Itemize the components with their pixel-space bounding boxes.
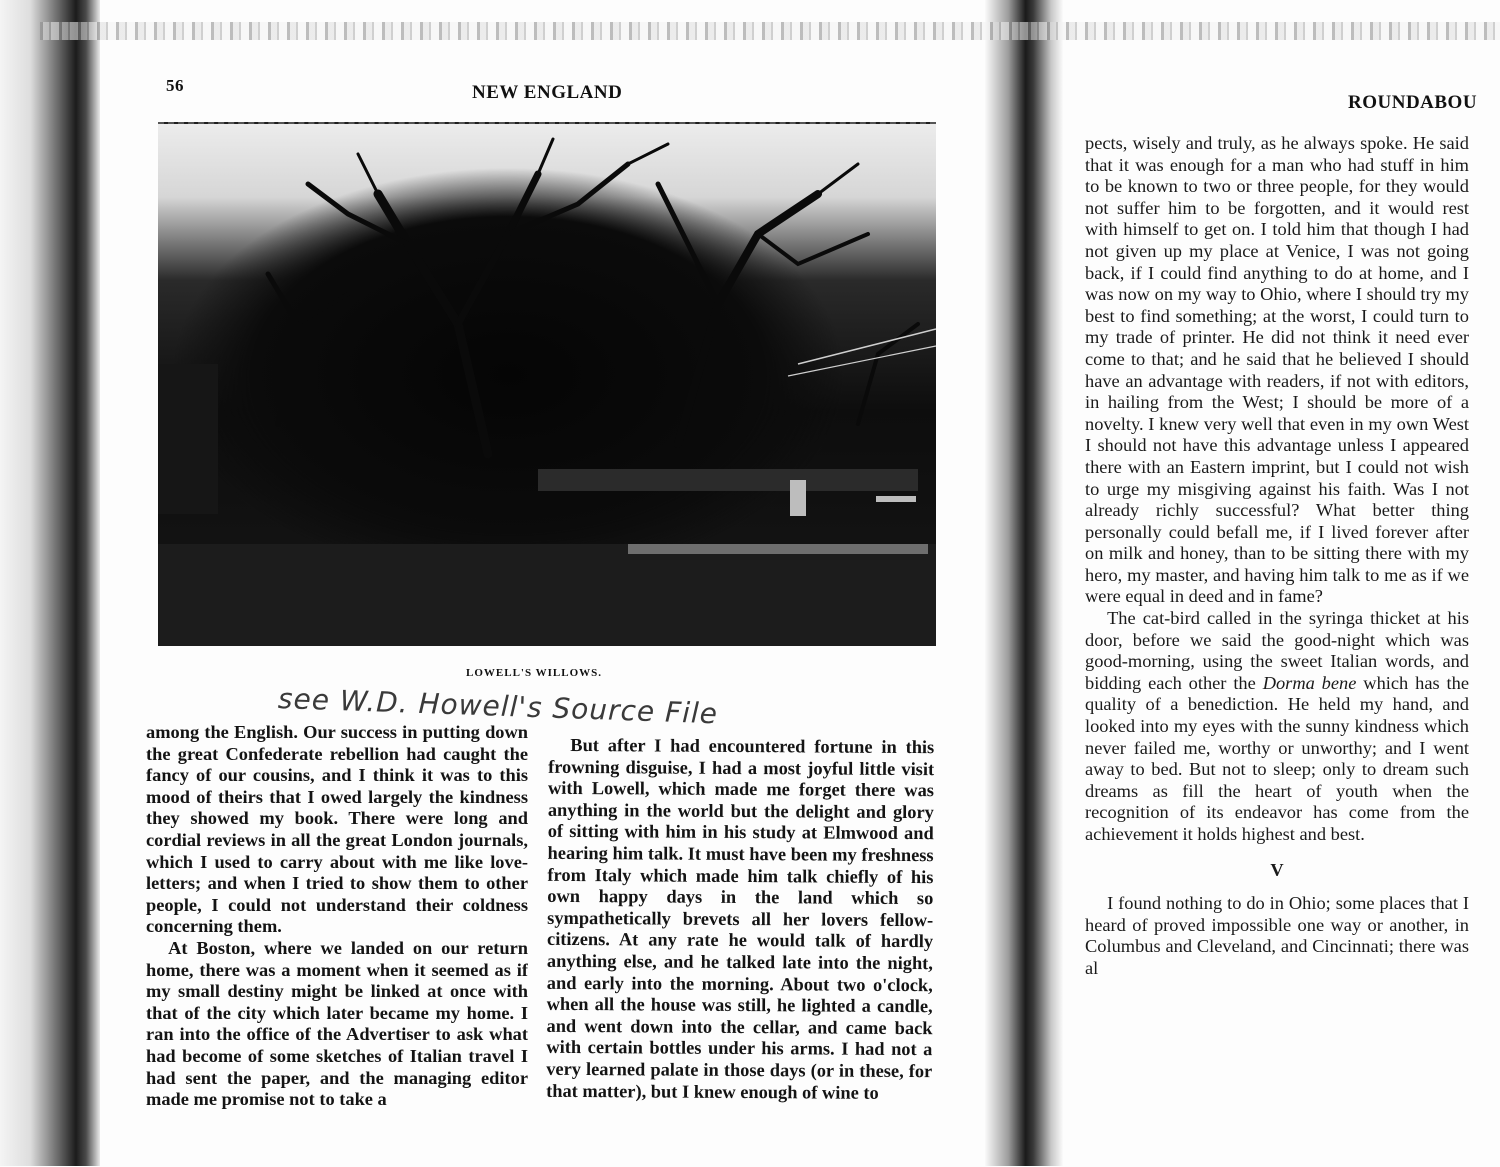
italic-phrase: Dorma bene (1262, 672, 1357, 693)
running-head-left: NEW ENGLAND (472, 82, 623, 103)
handwritten-annotation: see W.D. Howell's Source File (277, 682, 719, 731)
left-column (146, 722, 528, 1160)
page-number: 56 (166, 76, 184, 95)
paragraph (1085, 608, 1469, 846)
paragraph: I found nothing to do in Ohio; some places that I heard of proved impossible one way or another, in Columbus and Cleveland, and Cincinnati; there was al (1085, 893, 1469, 978)
willows-photograph (158, 122, 936, 646)
paragraph: pects, wisely and truly, as he always spoke. He said that it was enough for a man who had stuff in him to be known to two or three people, for they would not suffer him to be forgotten, and it would rest with himself to get on. I told him that though I had not given up my place at Venice, I was not going back, if I could find anything to do at home, and I was now on my way to Ohio, where I should try my best to find something; at the worst, I could turn to my trade of printer. He did not think it need ever come to that; and he said that he believed I should have an advantage with readers, if not with editors, in hailing from the West; I should be more of a novelty. I knew very well that even in my own West I should not have this advantage unless I appeared there with an Eastern imprint, but I could not wish to urge my misgiving against his faith. Was I not already richly successful? What better thing personally could befall me, if I lived forever after on milk and honey, than to be sitting there with my hero, my master, and having him talk to me as if we were equal in deed and in fame? (1085, 133, 1469, 607)
scan-left-edge-shadow (0, 0, 100, 1166)
figure-caption: LOWELL'S WILLOWS. (466, 667, 603, 679)
paragraph-text: which has the quality of a benediction. He held my hand, and looked into my eyes with the sunny kindness which never failed me, worthy or unworthy; and I went away to bed. But not to sleep; only to dream such dreams as fill the heart of youth when the recognition of its endeavor has come from the achievement it holds highest and best. (1085, 672, 1469, 844)
tree-silhouette (158, 124, 936, 646)
right-column (1085, 133, 1469, 1166)
paragraph: among the English. Our success in putting down the great Confederate rebellion had caught the fancy of our cousins, and I think it was to this mood of theirs that I owed largely the kindness they showed my book. There were long and cordial reviews in all the great London journals, which I used to carry about with me like love-letters; and when I tried to show them to other people, I could not understand their coldness concerning them. (146, 722, 528, 937)
scan-top-noise (40, 22, 1500, 40)
running-head-right: ROUNDABOU (1348, 92, 1478, 113)
paragraph-text: The cat-bird called in the syringa thicket at his door, before we said the good-night which was good-morning, using the sweet Italian words, and bidding each other the (1085, 608, 1469, 693)
paragraph: But after I had encountered fortune in this frowning disguise, I had a most joyful little visit with Lowell, which made me forget there was anything in the world but the delight and glory of sitting with him in his study at Elmwood and hearing him talk. It must have been my freshness from Italy which made him talk chiefly of his own happy days in the land which so sympathetically brevets all her lovers fellow-citizens. At any rate he would talk of hardly anything else, and he talked late into the night, and early into the morning. About two o'clock, when all the house was still, he lighted a candle, and went down into the cellar, and came back with certain bottles under his arms. I had not a very learned palate in those days (or in these, for that matter), but I knew enough of wine to (546, 734, 935, 1103)
book-gutter-shadow (985, 0, 1063, 1166)
section-numeral: V (1270, 859, 1284, 880)
paragraph: At Boston, where we landed on our return home, there was a moment when it seemed as if my small destiny might be linked at once with that of the city which later became my home. I ran into the office of the Advertiser to ask what had become of some sketches of Italian travel I had sent the paper, and the managing editor made me promise not to take a (146, 937, 528, 1110)
middle-column (546, 735, 935, 1167)
